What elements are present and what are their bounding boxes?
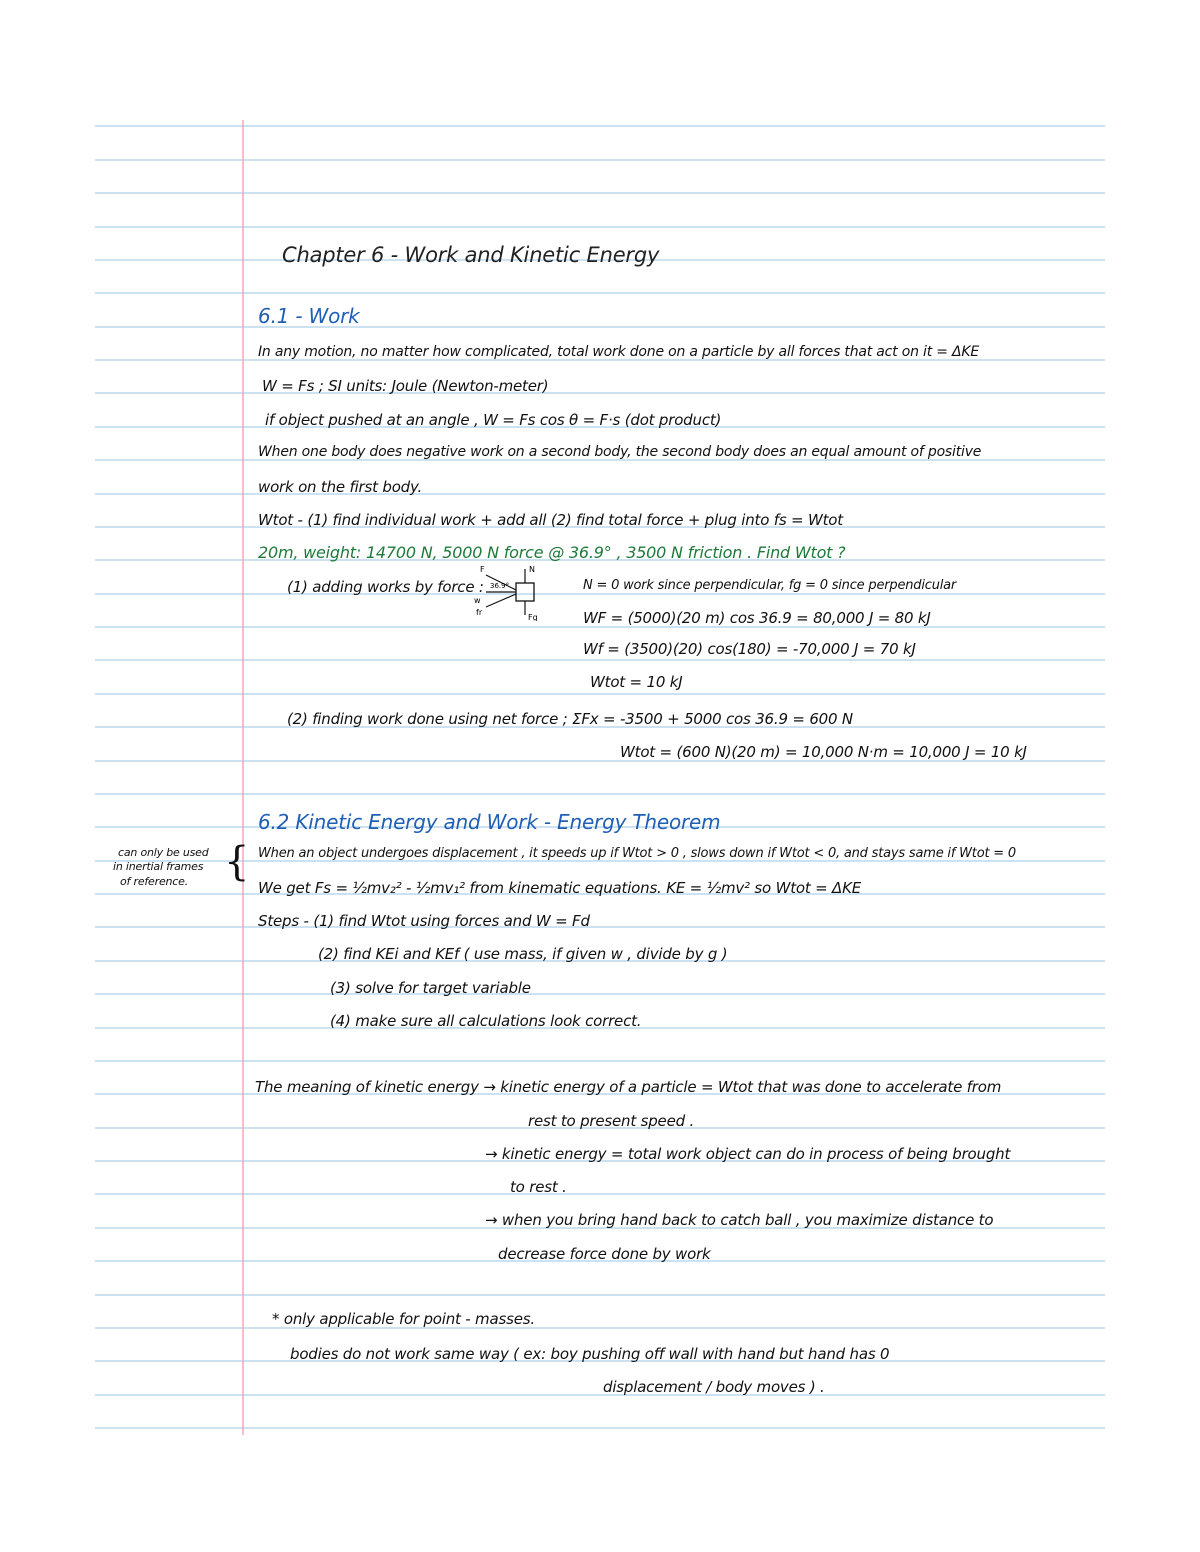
method-1-force-work: WF = (5000)(20 m) cos 36.9 = 80,000 J = 80 kJ: [583, 609, 931, 627]
bodies-note-line-2: displacement / body moves ) .: [603, 1378, 825, 1396]
bodies-note-line-1: bodies do not work same way ( ex: boy pushing off wall with hand but hand has 0: [290, 1345, 890, 1363]
meaning-ke-line-1: The meaning of kinetic energy → kinetic energy of a particle = Wtot that was done to accelerate from: [255, 1078, 1002, 1096]
work-formula-line: W = Fs ; SI units: Joule (Newton-meter): [262, 377, 549, 395]
fbd-label-friction: fr: [476, 608, 483, 617]
negative-work-line-cont: work on the first body.: [258, 478, 423, 496]
margin-note-line-3: of reference.: [120, 875, 189, 888]
steps-line-3: (3) solve for target variable: [330, 979, 531, 997]
page-title: Chapter 6 - Work and Kinetic Energy: [282, 243, 660, 267]
section-heading-6-2: 6.2 Kinetic Energy and Work - Energy Theorem: [258, 810, 721, 834]
work-energy-derivation-line: We get Fs = ½mv₂² - ½mv₁² from kinematic equations. KE = ½mv² so Wtot = ΔKE: [258, 879, 862, 897]
angle-work-line: if object pushed at an angle , W = Fs cos θ = F·s (dot product): [265, 411, 722, 429]
margin-note-line-2: in inertial frames: [113, 860, 204, 873]
method-1-normal-note: N = 0 work since perpendicular, fg = 0 since perpendicular: [583, 578, 957, 593]
method-2-net-force: (2) finding work done using net force ; ΣFx = -3500 + 5000 cos 36.9 = 600 N: [287, 710, 853, 728]
fbd-label-force: F: [480, 565, 485, 574]
fbd-label-weight: w: [474, 596, 481, 605]
point-mass-note: * only applicable for point - masses.: [272, 1310, 535, 1328]
method-1-total-work: Wtot = 10 kJ: [590, 673, 683, 691]
method-2-total-work: Wtot = (600 N)(20 m) = 10,000 N·m = 10,000 J = 10 kJ: [620, 743, 1027, 761]
meaning-ke-line-3: → kinetic energy = total work object can do in process of being brought: [485, 1145, 1011, 1163]
work-energy-behavior-line: When an object undergoes displacement , it speeds up if Wtot > 0 , slows down if Wtot < 0, and stays same if Wtot = 0: [258, 846, 1016, 861]
work-definition-line: In any motion, no matter how complicated, total work done on a particle by all forces that act on it = ΔKE: [258, 344, 980, 360]
meaning-ke-line-4: to rest .: [510, 1178, 567, 1196]
margin-note-line-1: can only be used: [118, 846, 209, 859]
section-heading-6-1: 6.1 - Work: [258, 304, 360, 328]
example-problem: 20m, weight: 14700 N, 5000 N force @ 36.9° , 3500 N friction . Find Wtot ?: [258, 543, 846, 562]
fbd-label-angle: 36.9°: [490, 582, 510, 590]
fbd-label-gravity: Fg: [528, 613, 538, 621]
meaning-ke-line-5: → when you bring hand back to catch ball , you maximize distance to: [485, 1211, 994, 1229]
free-body-diagram: [472, 563, 552, 621]
steps-line-4: (4) make sure all calculations look correct.: [330, 1012, 642, 1030]
rule-lines: [95, 126, 1105, 1428]
method-1-label: (1) adding works by force :: [287, 578, 484, 596]
negative-work-line: When one body does negative work on a second body, the second body does an equal amount of positive: [258, 444, 982, 460]
method-1-friction-work: Wf = (3500)(20) cos(180) = -70,000 J = 70 kJ: [583, 640, 916, 658]
meaning-ke-line-6: decrease force done by work: [498, 1245, 711, 1263]
total-work-methods-line: Wtot - (1) find individual work + add all (2) find total force + plug into fs = Wtot: [258, 511, 843, 529]
steps-line-2: (2) find KEi and KEf ( use mass, if given w , divide by g ): [318, 945, 728, 963]
meaning-ke-line-2: rest to present speed .: [528, 1112, 695, 1130]
margin-brace-icon: {: [224, 839, 250, 885]
steps-line-1: Steps - (1) find Wtot using forces and W = Fd: [258, 912, 590, 930]
fbd-label-normal: N: [529, 565, 535, 574]
